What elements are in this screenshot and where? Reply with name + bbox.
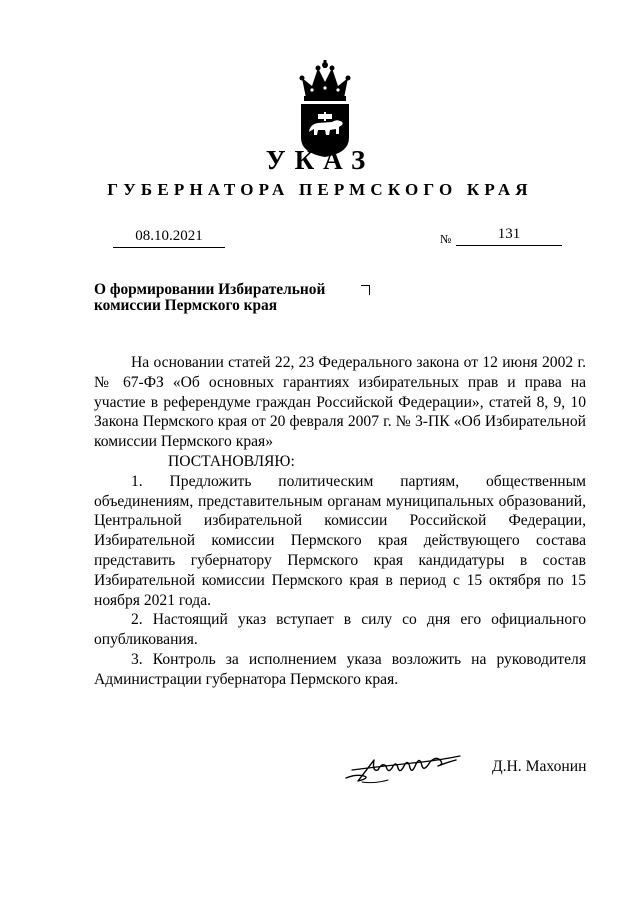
intro-paragraph: На основании статей 22, 23 Федерального закона от 12 июня 2002 г. № 67-ФЗ «Об основных гарантиях избирательных прав и права на участие в референдуме граждан Российской Федерации», статей 8, 9, 10 Закона Пермского края от 20 февраля 2007 г. № 3-ПК «Об Избирательной комиссии Пермского края»: [94, 354, 586, 451]
signer-name: Д.Н. Махонин: [492, 758, 587, 775]
list-item: 2. Настоящий указ вступает в силу со дня его официального опубликования.: [94, 611, 586, 649]
number-label: №: [440, 232, 452, 246]
document-subject: О формировании Избирательной комиссии Пермского края: [94, 281, 326, 314]
document-date: 08.10.2021: [113, 228, 225, 248]
perm-krai-coat-of-arms-icon: [292, 58, 358, 158]
document-title: УКАЗ: [265, 145, 375, 175]
handwritten-signature-icon: [344, 748, 464, 788]
list-item: 3. Контроль за исполнением указа возложить на руководителя Администрации губернатора Пермского края.: [94, 650, 586, 688]
document-subtitle: ГУБЕРНАТОРА ПЕРМСКОГО КРАЯ: [107, 180, 533, 199]
document-body: [94, 353, 586, 690]
corner-mark: [361, 285, 370, 295]
document-number: 131: [456, 226, 562, 246]
list-item: 1. Предложить политическим партиям, общественным объединениям, представительным органам муниципальных образований, Центральной избирательной комиссии Российской Федерации, Избирательной комиссии Пермского края действующего состава представить губернатору Пермского края кандидатуры в состав Избирательной комиссии Пермского края в период с 15 октября по 15 ноября 2021 года.: [94, 472, 586, 609]
decree-word: ПОСТАНОВЛЯЮ:: [168, 452, 295, 470]
